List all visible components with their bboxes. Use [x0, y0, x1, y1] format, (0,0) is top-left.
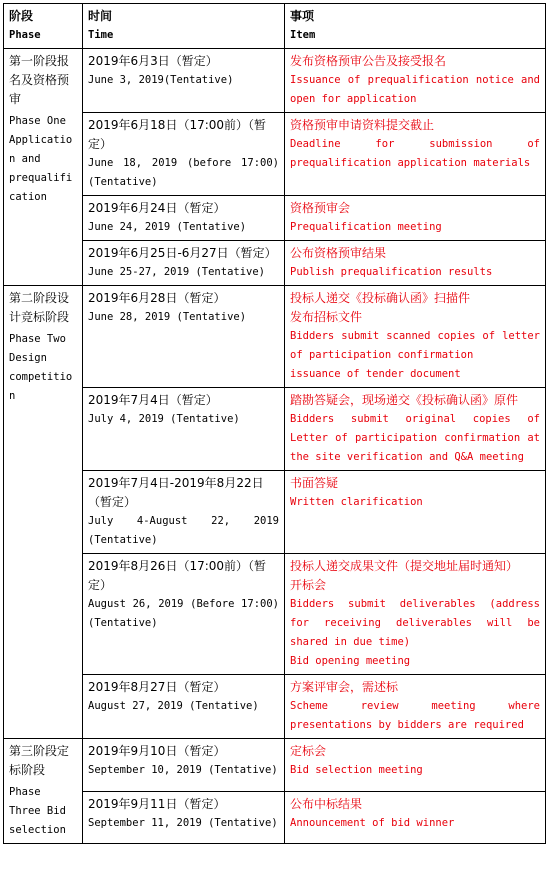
- phase-label-en: Phase Two Design competition: [9, 333, 73, 402]
- header-item-en: Item: [290, 29, 316, 41]
- time-zh: 2019年6月25日-6月27日（暂定）: [88, 246, 277, 260]
- time-en: June 28, 2019 (Tentative): [88, 311, 247, 323]
- item-cell: [285, 196, 546, 241]
- time-en: September 11, 2019 (Tentative): [88, 816, 278, 829]
- time-cell: [83, 196, 285, 241]
- item-zh: 公布中标结果: [290, 796, 363, 811]
- time-zh: 2019年8月26日（17:00前）（暂定）: [88, 559, 267, 592]
- time-en: June 3, 2019(Tentative): [88, 74, 234, 86]
- item-en: Bidders submit original copies of Letter of participation confirmation at the site verification and Q&A meeting: [290, 413, 540, 463]
- time-zh: 2019年7月4日（暂定）: [88, 393, 218, 407]
- time-zh: 2019年6月18日（17:00前）（暂定）: [88, 118, 267, 151]
- item-cell: [285, 286, 546, 388]
- phase-cell: [4, 49, 83, 286]
- time-zh: 2019年7月4日-2019年8月22日（暂定）: [88, 476, 264, 509]
- time-en: August 27, 2019 (Tentative): [88, 700, 259, 712]
- time-en: June 24, 2019 (Tentative): [88, 221, 247, 233]
- item-zh: 公布资格预审结果: [290, 246, 387, 260]
- phase-cell: [4, 739, 83, 844]
- table-row: [4, 113, 546, 196]
- phase-label-zh: 第二阶段设计竞标阶段: [9, 291, 70, 324]
- header-phase: [4, 4, 83, 49]
- item-cell: [285, 49, 546, 113]
- item-zh: 投标人递交《投标确认函》扫描件: [290, 291, 471, 305]
- time-cell: [83, 113, 285, 196]
- header-time: [83, 4, 285, 49]
- time-zh: 2019年6月3日（暂定）: [88, 54, 218, 68]
- item-cell: [285, 388, 546, 471]
- item-cell: [285, 739, 546, 792]
- table-row: [4, 739, 546, 792]
- time-en: July 4-August 22, 2019 (Tentative): [88, 515, 279, 546]
- time-cell: [83, 791, 285, 844]
- header-row: [4, 4, 546, 49]
- time-en: July 4, 2019 (Tentative): [88, 413, 240, 425]
- table-row: [4, 196, 546, 241]
- item-en-secondary: issuance of tender document: [290, 368, 461, 380]
- phase-label-zh: 第三阶段定标阶段: [9, 744, 70, 777]
- time-cell: [83, 471, 285, 554]
- item-en: Deadline for submission of prequalification application materials: [290, 138, 540, 169]
- time-cell: [83, 739, 285, 792]
- header-time-zh: 时间: [88, 9, 113, 23]
- schedule-table: [3, 3, 546, 844]
- time-cell: [83, 241, 285, 286]
- phase-label-en: Phase Three Bid selection: [9, 786, 66, 836]
- item-cell: [285, 791, 546, 844]
- item-cell: [285, 241, 546, 286]
- time-zh: 2019年6月28日（暂定）: [88, 291, 226, 305]
- table-row: [4, 675, 546, 739]
- time-en: June 25-27, 2019 (Tentative): [88, 266, 266, 278]
- time-cell: [83, 286, 285, 388]
- phase-label-en: Phase One Application and prequalification: [9, 115, 73, 203]
- item-cell: [285, 113, 546, 196]
- item-cell: [285, 471, 546, 554]
- item-en: Bid selection meeting: [290, 764, 423, 776]
- table-row: [4, 49, 546, 113]
- item-zh-secondary: 发布招标文件: [290, 310, 363, 324]
- time-en: June 18, 2019 (before 17:00) (Tentative): [88, 157, 279, 188]
- phase-label-zh: 第一阶段报名及资格预审: [9, 54, 70, 106]
- item-en: Prequalification meeting: [290, 221, 442, 233]
- item-zh: 发布资格预审公告及接受报名: [290, 54, 447, 68]
- table-row: [4, 286, 546, 388]
- time-cell: [83, 49, 285, 113]
- item-en: Scheme review meeting where presentations by bidders are required: [290, 700, 540, 731]
- item-zh: 投标人递交成果文件（提交地址届时通知）: [290, 559, 519, 573]
- item-zh: 定标会: [290, 744, 327, 758]
- table-row: [4, 241, 546, 286]
- time-en: September 10, 2019 (Tentative): [88, 764, 278, 776]
- header-time-en: Time: [88, 29, 114, 41]
- item-cell: [285, 675, 546, 739]
- time-cell: [83, 388, 285, 471]
- time-zh: 2019年9月10日（暂定）: [88, 744, 226, 758]
- time-en: August 26, 2019 (Before 17:00) (Tentative): [88, 598, 279, 629]
- phase-cell: [4, 286, 83, 739]
- item-zh: 资格预审申请资料提交截止: [290, 118, 435, 132]
- time-zh: 2019年6月24日（暂定）: [88, 201, 226, 215]
- item-en: Written clarification: [290, 496, 423, 508]
- item-cell: [285, 554, 546, 675]
- table-row: [4, 791, 546, 844]
- item-zh: 踏勘答疑会，现场递交《投标确认函》原件: [290, 393, 519, 407]
- item-en: Issuance of prequalification notice and open for application: [290, 74, 540, 105]
- time-zh: 2019年9月11日（暂定）: [88, 796, 226, 811]
- item-en: Bidders submit deliverables (address for receiving deliverables will be shared in due time): [290, 598, 540, 648]
- table-row: [4, 471, 546, 554]
- item-zh: 资格预审会: [290, 201, 351, 215]
- item-en: Publish prequalification results: [290, 266, 493, 278]
- time-zh: 2019年8月27日（暂定）: [88, 680, 226, 694]
- item-en: Announcement of bid winner: [290, 816, 455, 829]
- item-zh-secondary: 开标会: [290, 578, 327, 592]
- item-en-secondary: Bid opening meeting: [290, 655, 411, 667]
- header-phase-en: Phase: [9, 29, 41, 41]
- item-zh: 方案评审会，需述标: [290, 680, 399, 694]
- time-cell: [83, 554, 285, 675]
- table-row: [4, 388, 546, 471]
- header-item: [285, 4, 546, 49]
- item-zh: 书面答疑: [290, 476, 339, 490]
- header-item-zh: 事项: [290, 9, 315, 23]
- header-phase-zh: 阶段: [9, 9, 34, 23]
- item-en: Bidders submit scanned copies of letter of participation confirmation: [290, 330, 540, 361]
- time-cell: [83, 675, 285, 739]
- table-row: [4, 554, 546, 675]
